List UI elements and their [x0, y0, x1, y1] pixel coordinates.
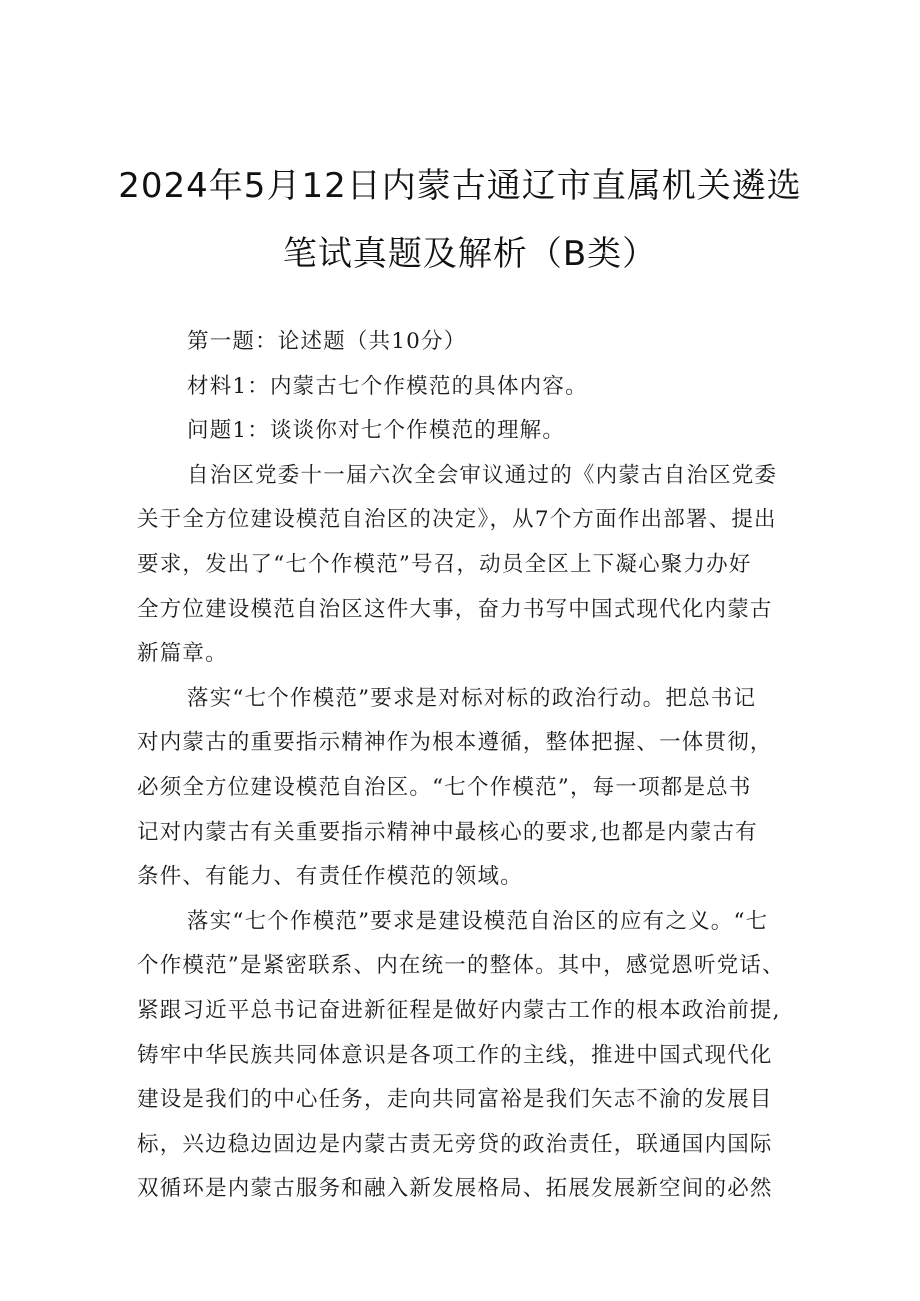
body-text-line: 落实“七个作模范”要求是对标对标的政治行动。把总书记 — [187, 685, 757, 711]
body-text-line: 紧跟习近平总书记奋进新征程是做好内蒙古工作的根本政治前提, — [137, 997, 781, 1023]
body-text-line: 关于全方位建设模范自治区的决定》，从7个方面作出部署、提出 — [137, 507, 777, 533]
document-title-line-2: 笔试真题及解析（B类） — [282, 234, 658, 274]
body-text-line: 必须全方位建设模范自治区。“七个作模范”，每一项都是总书 — [137, 774, 752, 800]
body-text-line: 新篇章。 — [137, 641, 228, 667]
body-text-line: 条件、有能力、有责任作模范的领域。 — [137, 864, 523, 890]
body-text-line: 全方位建设模范自治区这件大事，奋力书写中国式现代化内蒙古 — [137, 596, 773, 622]
body-text-line: 材料1：内蒙古七个作模范的具体内容。 — [187, 373, 588, 399]
document-title-line-1: 2024年5月12日内蒙古通辽市直属机关遴选 — [118, 166, 802, 206]
document-body — [137, 320, 797, 1212]
body-text-line: 记对内蒙古有关重要指示精神中最核心的要求,也都是内蒙古有 — [137, 819, 758, 845]
body-text-line: 问题1：谈谈你对七个作模范的理解。 — [187, 418, 566, 444]
body-text-line: 落实“七个作模范”要求是建设模范自治区的应有之义。“七 — [187, 908, 769, 934]
body-text-line: 铸牢中华民族共同体意识是各项工作的主线，推进中国式现代化 — [137, 1042, 773, 1068]
body-text-line: 个作模范”是紧密联系、内在统一的整体。其中，感觉恩听党话、 — [137, 953, 785, 979]
body-text-line: 双循环是内蒙古服务和融入新发展格局、拓展发展新空间的必然 — [137, 1176, 773, 1202]
body-text-line: 对内蒙古的重要指示精神作为根本遵循，整体把握、一体贯彻， — [137, 730, 773, 756]
body-text-line: 要求，发出了“七个作模范”号召，动员全区上下凝心聚力办好 — [137, 551, 752, 577]
body-text-line: 第一题：论述题（共10分） — [187, 329, 467, 354]
body-text-line: 建设是我们的中心任务，走向共同富裕是我们矢志不渝的发展目 — [137, 1087, 773, 1113]
body-text-line: 标，兴边稳边固边是内蒙古责无旁贷的政治责任，联通国内国际 — [137, 1131, 773, 1157]
body-text-line: 自治区党委十一届六次全会审议通过的《内蒙古自治区党委 — [187, 462, 778, 488]
